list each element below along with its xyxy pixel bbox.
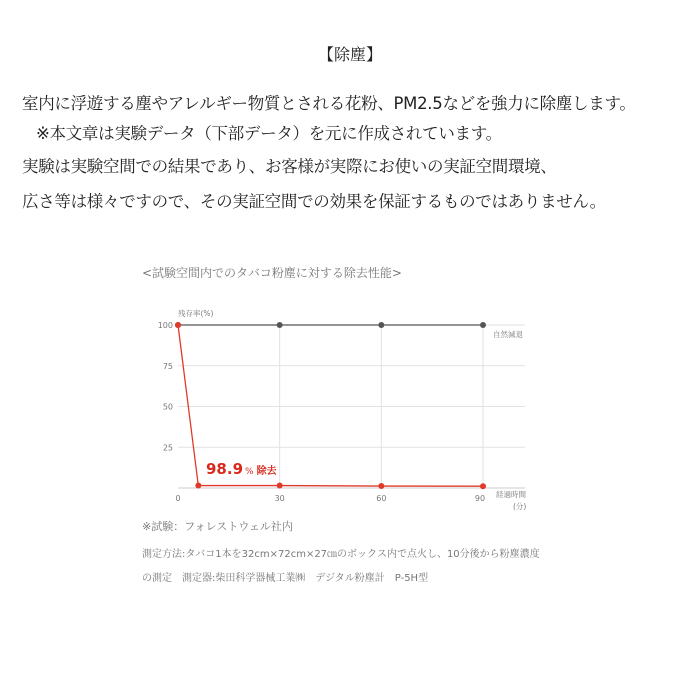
note: 測定方法:タバコ1本を32cm×72cm×27㎝のボックス内で点火し、10分後から粉塵濃度 [142,549,540,560]
x-axis-unit: (分) [513,502,527,511]
x-tick-label: 30 [274,494,285,503]
section-title: 【除塵】 [317,45,382,64]
x-tick-label: 0 [175,494,181,503]
data-point-0 [480,322,486,328]
data-point-1 [480,483,486,489]
y-tick-label: 75 [162,361,173,371]
y-tick-label: 25 [162,443,173,453]
annotation-unit: % [245,467,254,477]
legend-natural: 自然減退 [493,330,523,339]
y-axis-label: 残存率(%) [178,309,214,318]
body-line: ※本文章は実験データ（下部データ）を元に作成されています。 [36,124,502,143]
x-tick-label: 90 [474,494,486,503]
data-point-1 [378,483,384,489]
body-line: 実験は実験空間での結果であり、お客様が実際にお使いの実証空間環境、 [22,157,557,176]
annotation-label: 除去 [256,466,277,477]
body-line: 広さ等は様々ですので、その実証空間での効果を保証するものではありません。 [22,192,606,211]
note: ※試験：フォレストウェル社内 [142,520,293,533]
x-tick-label: 60 [376,494,387,503]
data-point-1 [277,483,283,489]
data-point-0 [277,322,283,328]
annotation-value: 98.9 [206,460,244,478]
data-point-0 [378,322,384,328]
data-point-1 [195,483,201,489]
y-tick-label: 100 [157,321,173,330]
data-point-1 [175,322,181,328]
chart-title: <試験空間内でのタバコ粉塵に対する除去性能> [142,266,402,280]
body-line: 室内に浮遊する塵やアレルギー物質とされる花粉、PM2.5などを強力に除塵します。 [22,94,636,113]
note: の測定 測定器:柴田科学器械工業㈱ デジタル粉塵計 P-5H型 [142,573,429,584]
y-tick-label: 50 [162,402,173,412]
x-axis-label: 経過時間 [496,490,526,499]
